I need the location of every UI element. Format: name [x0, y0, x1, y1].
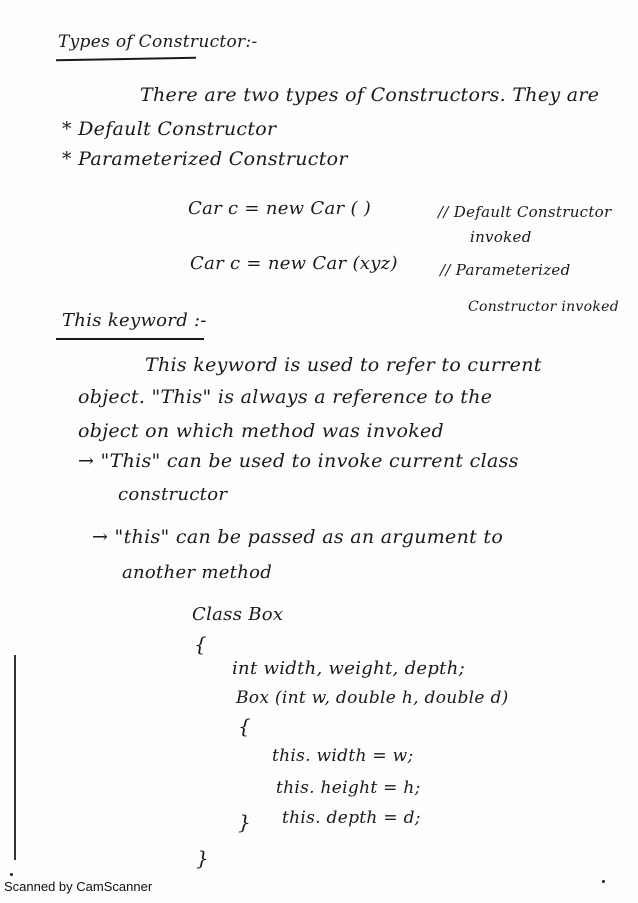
this-body-line-3: object on which method was invoked: [78, 420, 445, 442]
this-body-line-2: object. "This" is always a reference to the: [78, 386, 493, 408]
code-line-class: Class Box: [192, 604, 284, 625]
scanner-footer: Scanned by CamScanner: [4, 879, 153, 894]
code-line-height: this. height = h;: [276, 778, 421, 798]
example-comment-default: // Default Constructor: [438, 203, 612, 221]
this-heading: This keyword :-: [62, 310, 207, 331]
this-body-line-4: → "This" can be used to invoke current class: [78, 450, 519, 472]
this-heading-underline: [56, 338, 204, 340]
scan-dot-2: [10, 873, 13, 876]
example-code-param: Car c = new Car (xyz): [190, 253, 398, 274]
this-body-line-5: constructor: [118, 484, 228, 505]
types-list-item-parameterized: * Parameterized Constructor: [62, 148, 348, 170]
scan-dot-1: [602, 880, 605, 883]
code-line-depth: this. depth = d;: [282, 808, 421, 828]
code-line-brace-open: {: [194, 632, 208, 656]
code-line-inner-brace-open: {: [238, 714, 252, 738]
margin-line: [14, 655, 16, 860]
types-list-item-default: * Default Constructor: [62, 118, 277, 140]
example-comment-default-2: invoked: [470, 228, 532, 246]
code-line-fields: int width, weight, depth;: [232, 658, 465, 679]
types-intro-line: There are two types of Constructors. They are: [140, 84, 600, 106]
example-comment-param-2: Constructor invoked: [468, 299, 619, 315]
code-line-constructor: Box (int w, double h, double d): [236, 688, 509, 708]
this-body-line-1: This keyword is used to refer to current: [145, 354, 542, 376]
types-heading-underline: [56, 57, 196, 61]
code-line-inner-brace-close: }: [238, 810, 252, 834]
this-body-line-7: another method: [122, 562, 273, 583]
code-line-width: this. width = w;: [272, 746, 414, 766]
example-code-default: Car c = new Car ( ): [188, 198, 372, 219]
types-heading: Types of Constructor:-: [58, 32, 258, 52]
this-body-line-6: → "this" can be passed as an argument to: [92, 526, 504, 548]
example-comment-param: // Parameterized: [440, 261, 571, 279]
code-line-brace-close: }: [196, 846, 210, 870]
